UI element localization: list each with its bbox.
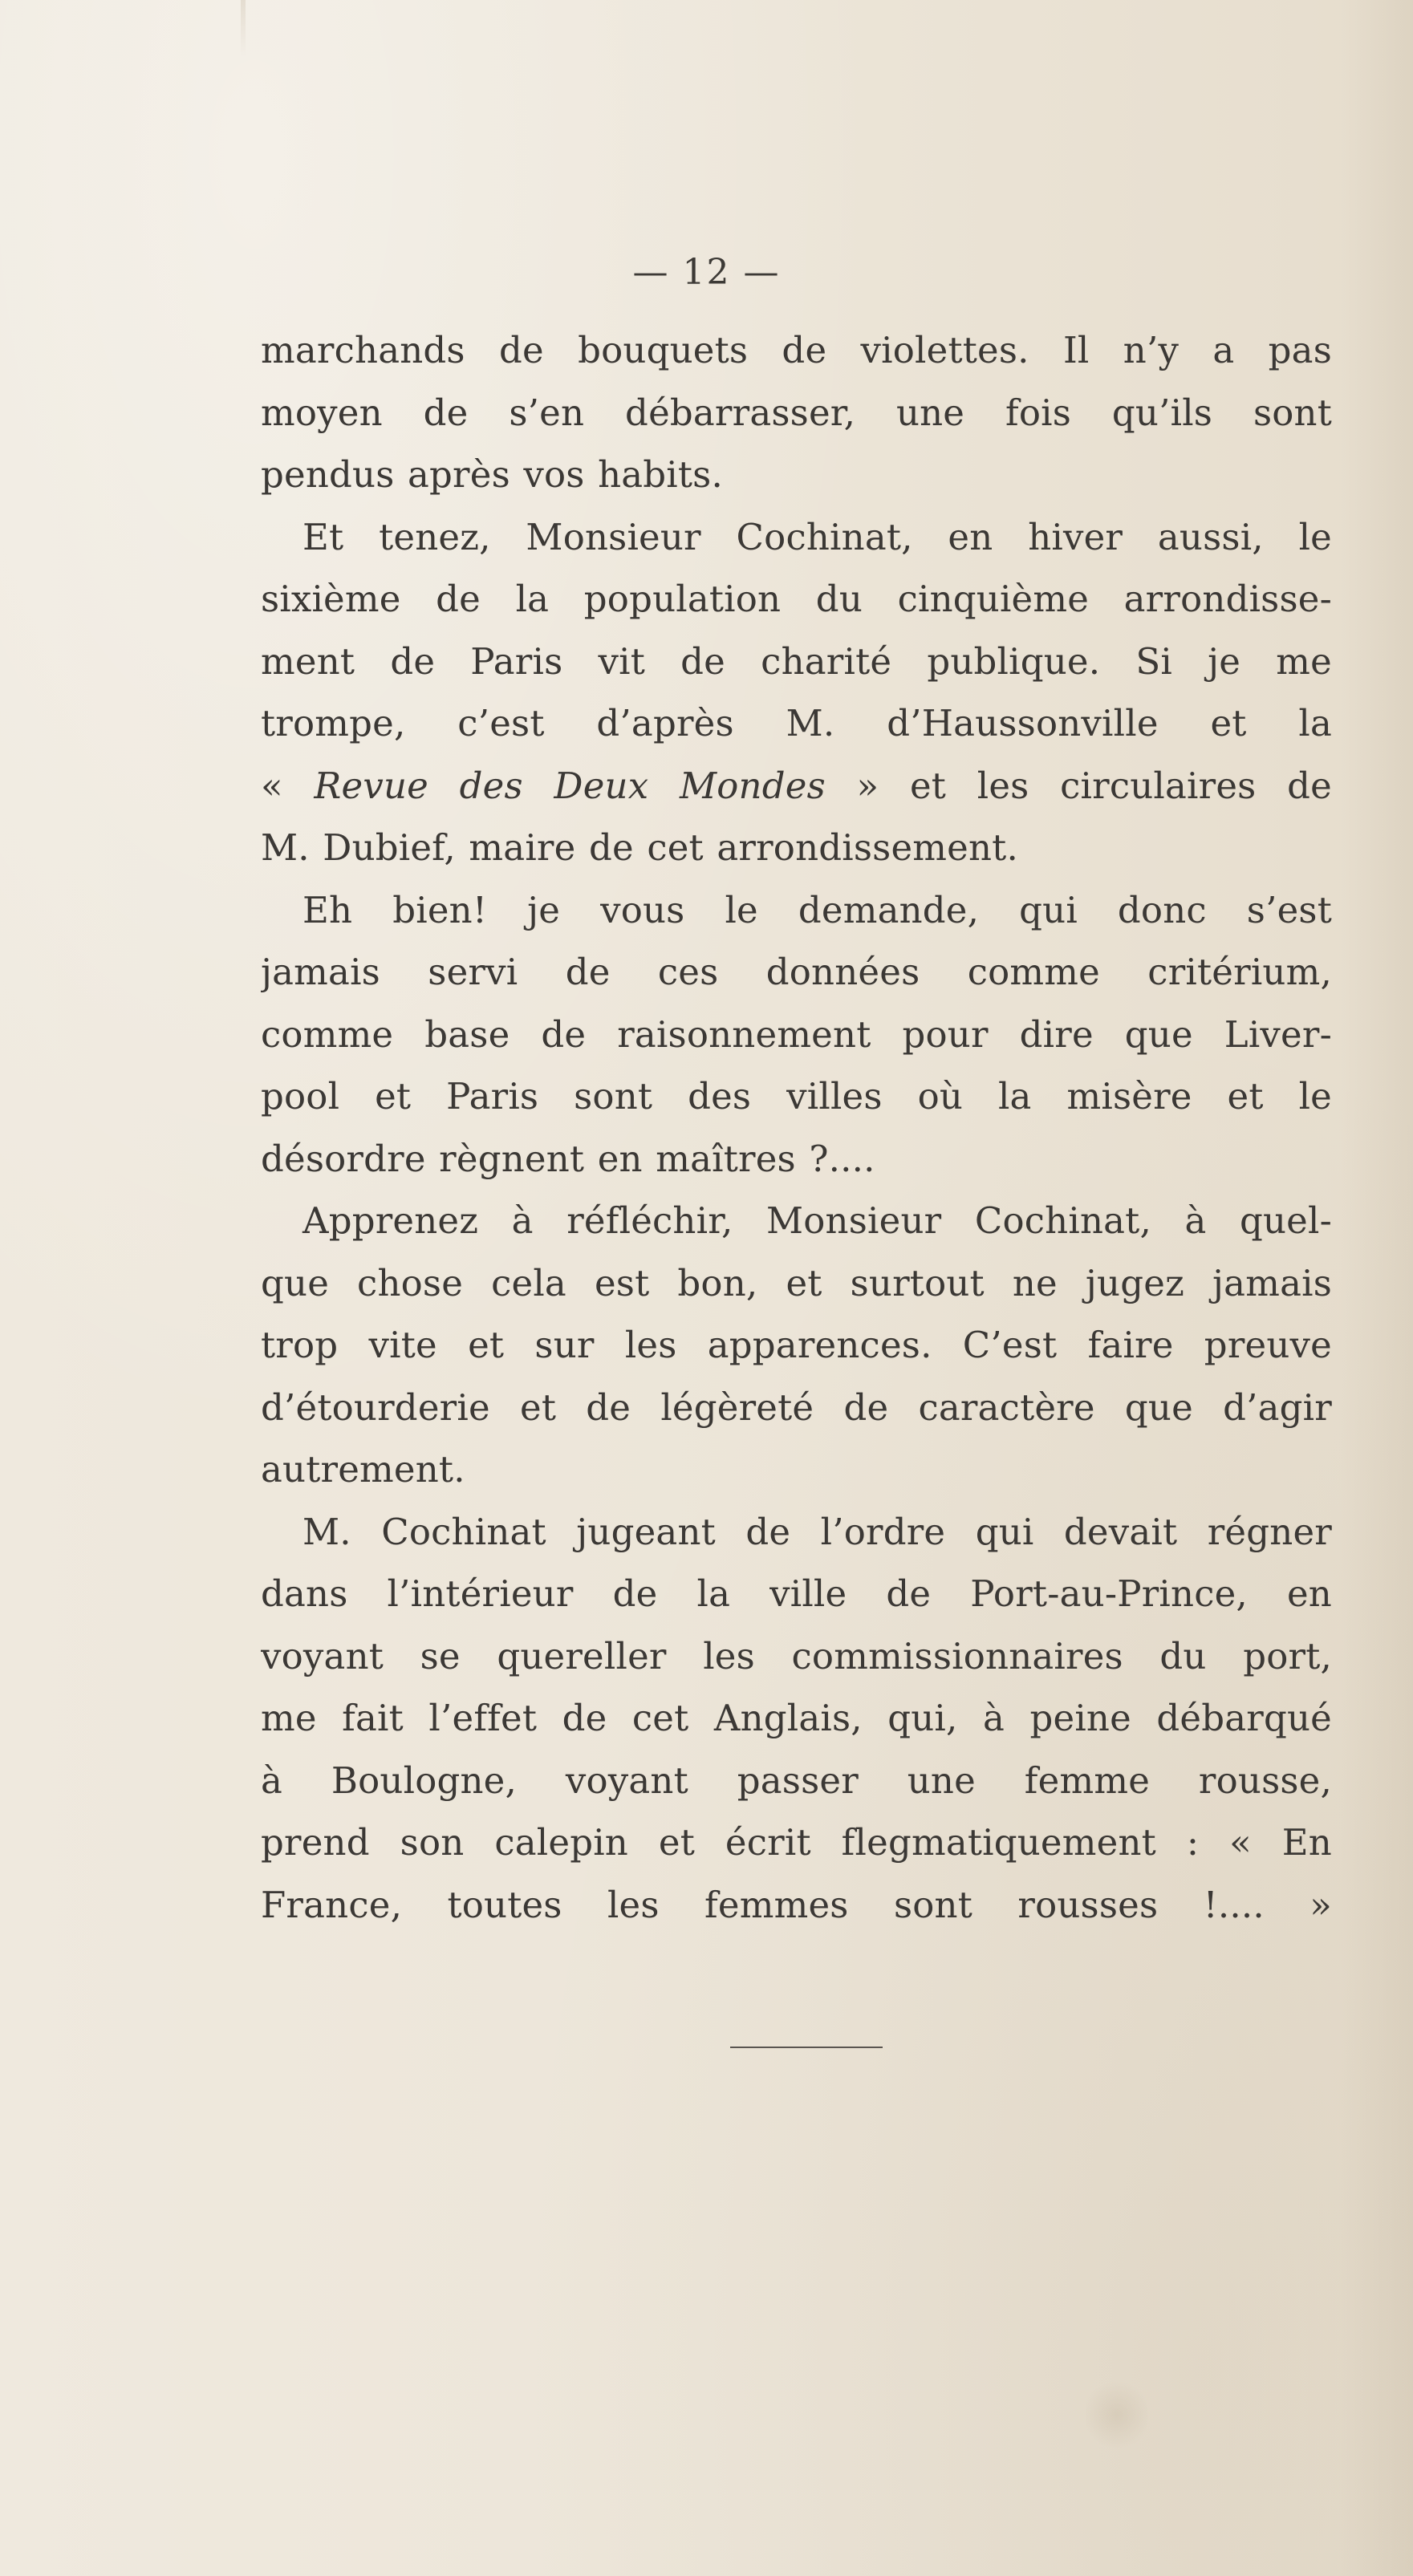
- text-line-4: Et tenez, Monsieur Cochinat, en hiver aussi, le: [302, 515, 1332, 558]
- text-line-15: Apprenez à réfléchir, Monsieur Cochinat, à quel-: [302, 1199, 1332, 1242]
- text-line-25: prend son calepin et écrit flegmatiquement : « En: [261, 1821, 1332, 1864]
- text-line-22: voyant se quereller les commissionnaires du port,: [261, 1634, 1332, 1677]
- text-line-2: moyen de s’en débarrasser, une fois qu’ils sont: [261, 391, 1332, 434]
- text-line-13: pool et Paris sont des villes où la misère et le: [261, 1075, 1332, 1118]
- text-line-21: dans l’intérieur de la ville de Port-au-Prince, en: [261, 1572, 1332, 1615]
- text-line-9: M. Dubief, maire de cet arrondissement.: [261, 826, 1018, 869]
- end-rule: [730, 2047, 883, 2048]
- text-line-8: [261, 755, 1332, 817]
- text-line-24: à Boulogne, voyant passer une femme rousse,: [261, 1759, 1332, 1802]
- text-line-19: autrement.: [261, 1448, 465, 1491]
- text-line-11: jamais servi de ces données comme critérium,: [261, 951, 1332, 993]
- text-line-1: marchands de bouquets de violettes. Il n’y a pas: [261, 329, 1332, 371]
- text-line-10: Eh bien! je vous le demande, qui donc s’est: [302, 888, 1332, 931]
- text-line-18: d’étourderie et de légèreté de caractère que d’agir: [261, 1385, 1332, 1429]
- page-number: — 12 —: [632, 252, 781, 293]
- text-line-6: ment de Paris vit de charité publique. Si je me: [261, 639, 1332, 683]
- journal-title: Revue des Deux Mondes: [314, 764, 826, 807]
- text-line-16: que chose cela est bon, et surtout ne jugez jamais: [261, 1261, 1332, 1304]
- quote-open: «: [261, 764, 315, 807]
- line-8-rest: » et les circulaires de: [825, 764, 1332, 807]
- text-line-3: pendus après vos habits.: [261, 453, 723, 496]
- text-line-12: comme base de raisonnement pour dire que Liver-: [261, 1012, 1332, 1056]
- text-line-26: France, toutes les femmes sont rousses !.... »: [261, 1883, 1332, 1926]
- paper-fold-mark: [241, 0, 246, 56]
- text-line-14: désordre règnent en maîtres ?....: [261, 1137, 875, 1180]
- text-line-20: M. Cochinat jugeant de l’ordre qui devait régner: [302, 1510, 1332, 1553]
- text-line-7: trompe, c’est d’après M. d’Haussonville et la: [261, 702, 1332, 744]
- text-line-5: sixième de la population du cinquième arrondisse-: [261, 578, 1332, 620]
- text-line-23: me fait l’effet de cet Anglais, qui, à peine débarqué: [261, 1697, 1332, 1739]
- page-edge-shadow: [1341, 0, 1413, 2576]
- paper-stain: [1086, 2378, 1148, 2452]
- text-line-17: trop vite et sur les apparences. C’est faire preuve: [261, 1324, 1332, 1366]
- body-text: [261, 319, 1332, 1936]
